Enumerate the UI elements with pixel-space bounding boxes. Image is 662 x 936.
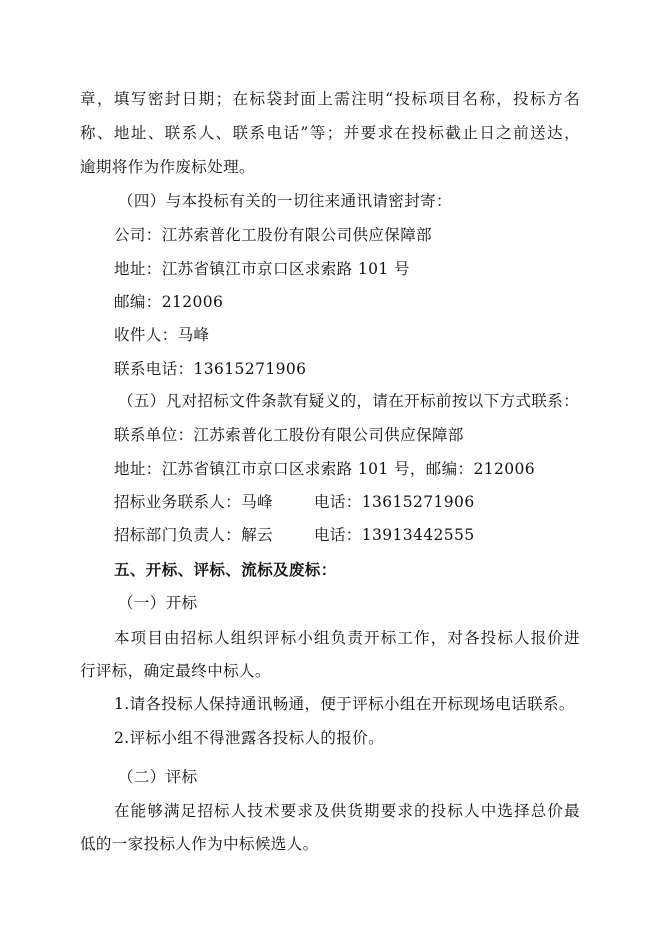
department-head-phone: 电话：13913442555: [314, 526, 475, 544]
business-contact-line: [114, 492, 475, 512]
evaluation-paragraph-line-1: 在能够满足招标人技术要求及供货期要求的投标人中选择总价最: [114, 802, 580, 820]
opening-item-2: 2.评标小组不得泄露各投标人的报价。: [114, 729, 384, 747]
department-head-line: [114, 525, 475, 545]
evaluation-subheading: （二）评标: [118, 768, 198, 786]
opening-item-1: 1.请各投标人保持通讯畅通，便于评标小组在开标现场电话联系。: [114, 695, 575, 713]
text-line-3: 逾期将作为作废标处理。: [80, 158, 255, 176]
opening-paragraph-line-1: 本项目由招标人组织评标小组负责开标工作，对各投标人报价进: [114, 629, 580, 647]
contact-address-line: 地址：江苏省镇江市京口区求索路 101 号，邮编：212006: [114, 460, 536, 478]
text-line-2: 称、地址、联系人、联系电话”等；并要求在投标截止日之前送达，: [80, 124, 580, 142]
business-contact-phone: 电话：13615271906: [314, 493, 475, 511]
opening-subheading: （一）开标: [118, 594, 198, 612]
section-five-heading: 五、开标、评标、流标及废标：: [114, 560, 337, 579]
evaluation-paragraph-line-2: 低的一家投标人作为中标候选人。: [80, 835, 319, 853]
phone-line: 联系电话：13615271906: [114, 360, 307, 378]
company-line: 公司：江苏索普化工股份有限公司供应保障部: [114, 226, 433, 244]
postcode-line: 邮编：212006: [114, 293, 224, 311]
subsection-four-heading: （四）与本投标有关的一切往来通讯请密封寄：: [118, 192, 452, 210]
department-head-role: 招标部门负责人：解云: [114, 526, 274, 544]
subsection-five-heading: （五）凡对招标文件条款有疑义的，请在开标前按以下方式联系：: [118, 392, 580, 410]
text-line-1: 章，填写密封日期；在标袋封面上需注明“投标项目名称，投标方名: [80, 90, 580, 108]
business-contact-role: 招标业务联系人：马峰: [114, 493, 274, 511]
address-line: 地址：江苏省镇江市京口区求索路 101 号: [114, 260, 410, 278]
opening-paragraph-line-2: 行评标，确定最终中标人。: [80, 662, 271, 680]
contact-unit-line: 联系单位：江苏索普化工股份有限公司供应保障部: [114, 426, 464, 444]
recipient-line: 收件人：马峰: [114, 326, 210, 344]
